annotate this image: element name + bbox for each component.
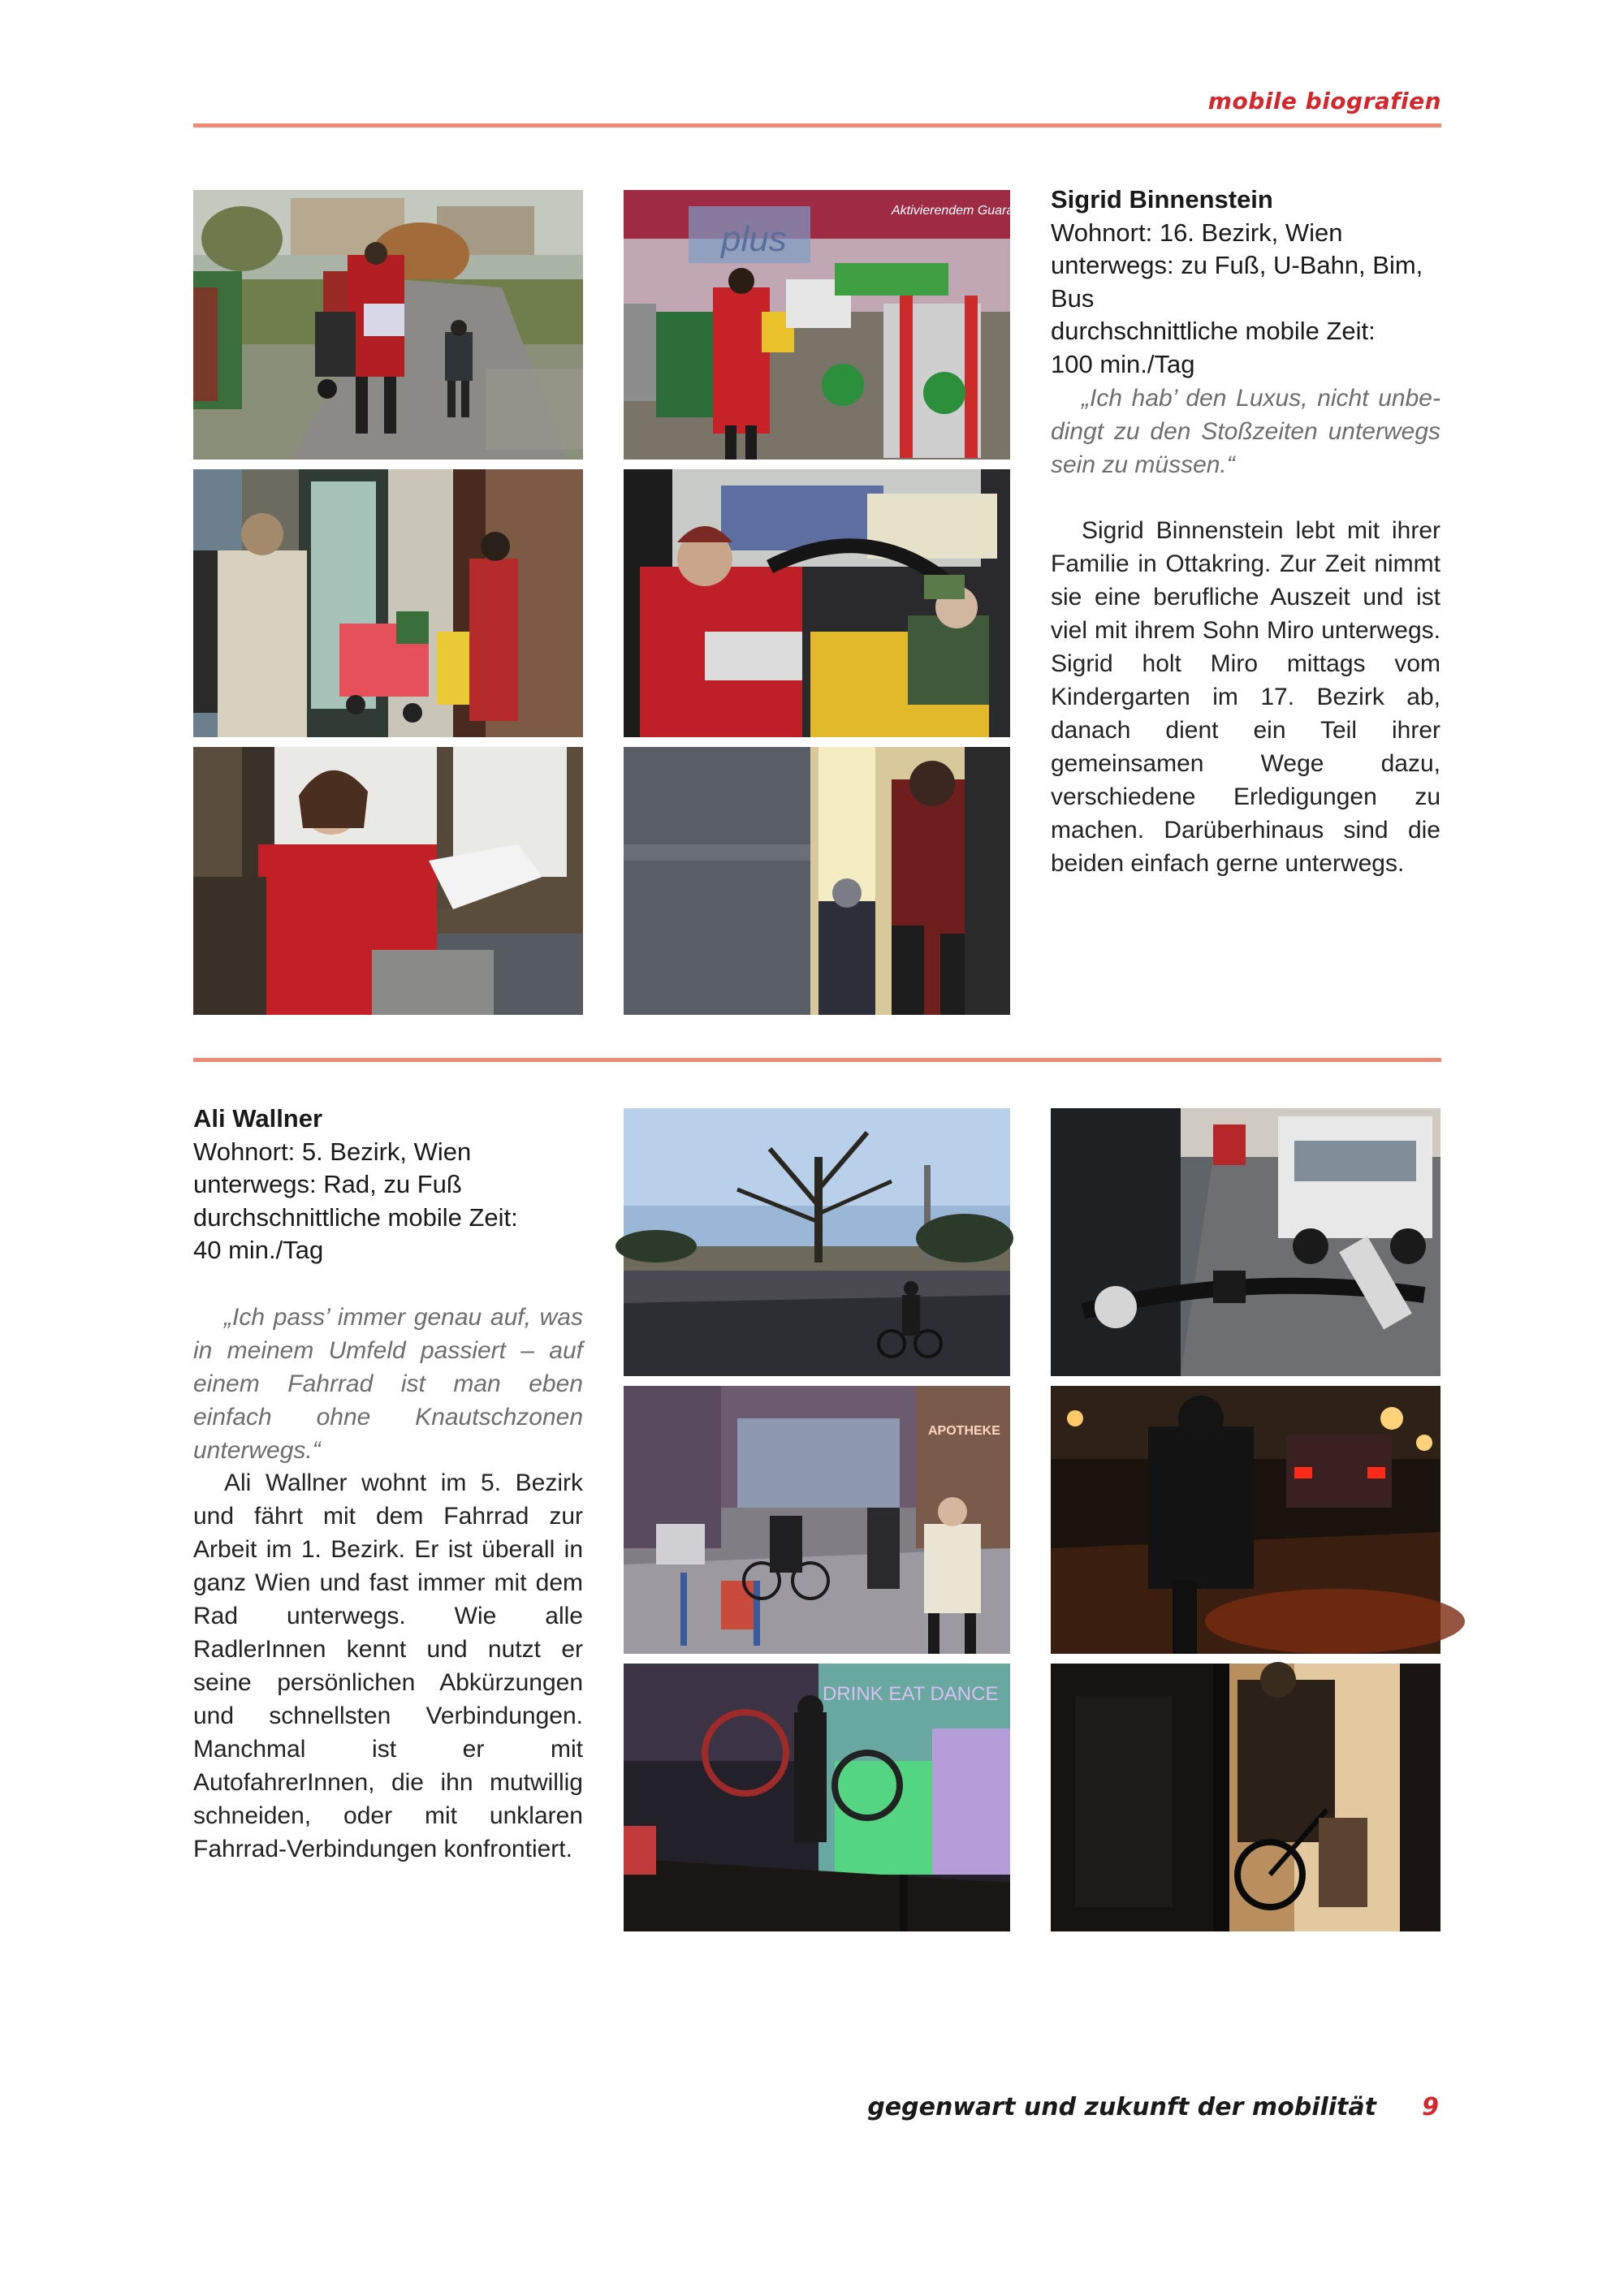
profile-zeit-label: durchschnittliche mobile Zeit: bbox=[193, 1202, 518, 1232]
profile-zeit-value: 100 min./Tag bbox=[1051, 349, 1195, 378]
photo-busy-street bbox=[624, 1386, 1010, 1654]
profile-name: Ali Wallner bbox=[193, 1104, 323, 1133]
profile-wohnort: Wohnort: 16. Bezirk, Wien bbox=[1051, 218, 1343, 247]
profile-unterwegs: unterwegs: zu Fuß, U-Bahn, Bim, Bus bbox=[1051, 251, 1423, 313]
photo-woman-reading-tram bbox=[193, 747, 583, 1015]
running-title: mobile biografien bbox=[1207, 88, 1441, 114]
photo-doorway-bicycle bbox=[1051, 1664, 1440, 1931]
profile-zeit-label: durchschnittliche mobile Zeit: bbox=[1051, 317, 1376, 345]
profile-unterwegs: unterwegs: Rad, zu Fuß bbox=[193, 1170, 462, 1198]
photo-drink-eat-dance bbox=[624, 1664, 1010, 1931]
section-rule bbox=[193, 1058, 1441, 1062]
profile-quote: „Ich pass’ immer genau auf, was in meinem Umfeld passiert – auf einem Fahrrad ist man eben einfach ohne Knautschzonen unterwegs.“ bbox=[193, 1304, 583, 1464]
photo-recycling-bins bbox=[624, 190, 1029, 460]
guarana-sign: Aktivierendem Guarana bbox=[892, 204, 1029, 218]
profile-quote: „Ich hab’ den Luxus, nicht unbedingt zu den Stoßzeiten unterwegs sein zu müssen.“ bbox=[1051, 385, 1440, 478]
header-rule bbox=[193, 123, 1441, 127]
apotheke-sign: APOTHEKE bbox=[928, 1424, 1000, 1438]
photo-shop-entrance-pram bbox=[193, 469, 583, 737]
profile-sigrid bbox=[1051, 183, 1440, 381]
drink-sign: DRINK EAT DANCE bbox=[823, 1683, 999, 1705]
profile-body: Sigrid Binnenstein lebt mit ihrer Familie in Ottakring. Zur Zeit nimmt sie eine berufliche Auszeit und ist viel mit ihrem Sohn Miro unterwegs. Sigrid holt Miro mittags vom Kindergarten im 17. Bezirk ab, danach dient ein Teil ihrer gemeinsamen Wege dazu, verschiedene Erledigungen zu machen. Darüberhinaus sind die beiden einfach gerne unterwegs. bbox=[1051, 517, 1440, 877]
footer-title: gegenwart und zukunft der mobilität bbox=[867, 2093, 1376, 2121]
profile-name: Sigrid Binnenstein bbox=[1051, 185, 1273, 214]
profile-ali bbox=[193, 1103, 583, 1267]
profile-wohnort: Wohnort: 5. Bezirk, Wien bbox=[193, 1137, 472, 1166]
page-number: 9 bbox=[1422, 2093, 1439, 2121]
photo-park-path bbox=[193, 190, 583, 460]
photo-handlebar-traffic bbox=[1051, 1108, 1440, 1376]
photo-night-cyclist bbox=[1051, 1386, 1440, 1654]
photo-blurred-walking bbox=[624, 747, 1010, 1015]
profile-body: Ali Wallner wohnt im 5. Bezirk und fährt mit dem Fahrrad zur Arbeit im 1. Bezirk. Er ist überall in ganz Wien und fast immer mit dem Rad unterwegs. Wie alle RadlerInnen kennt und nutzt er seine persönlichen Abkürzungen und schnellsten Verbindungen. Manchmal ist er mit AutofahrerInnen, die ihn mutwillig schneiden, oder mit unklaren Fahrrad-Verbindungen konfrontiert. bbox=[193, 1470, 583, 1862]
plus-sign: plus bbox=[721, 219, 787, 259]
profile-zeit-value: 40 min./Tag bbox=[193, 1236, 324, 1264]
photo-tree-cyclist bbox=[624, 1108, 1010, 1376]
photo-tram-stroller bbox=[624, 469, 1010, 737]
